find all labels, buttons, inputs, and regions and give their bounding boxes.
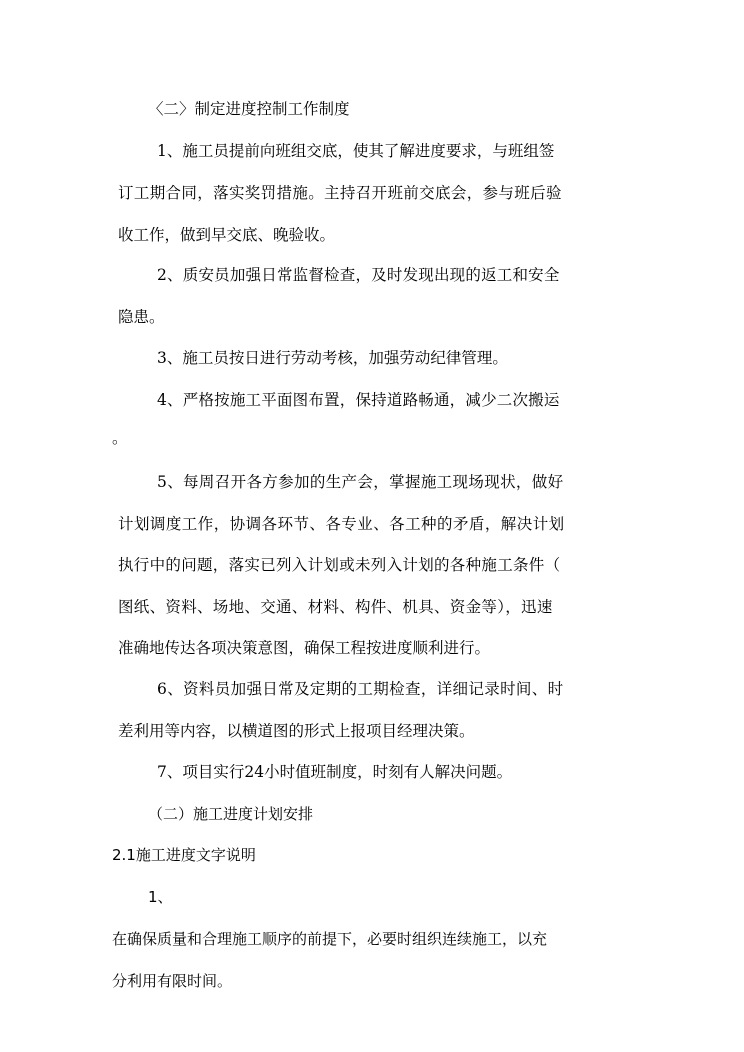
paragraph-4-line-1: 4、严格按施工平面图布置，保持道路畅通，减少二次搬运 <box>157 391 560 409</box>
section-heading-control-system: 〈二〉制定进度控制工作制度 <box>148 100 350 118</box>
paragraph-4-line-2: 。 <box>112 429 128 447</box>
paragraph-2-line-1: 2、质安员加强日常监督检查，及时发现出现的返工和安全 <box>157 266 560 284</box>
section-heading-schedule-plan: （二）施工进度计划安排 <box>148 805 314 823</box>
paragraph-1-line-3: 收工作，做到早交底、晚验收。 <box>118 226 336 244</box>
sub-item-1-line-2: 分利用有限时间。 <box>112 972 233 990</box>
paragraph-5-line-4: 图纸、资料、场地、交通、材料、构件、机具、资金等），迅速 <box>118 598 553 616</box>
paragraph-5-line-5: 准确地传达各项决策意图，确保工程按进度顺利进行。 <box>118 639 491 657</box>
sub-item-1-number: 1、 <box>148 888 173 906</box>
paragraph-5-line-3: 执行中的问题，落实已列入计划或未列入计划的各种施工条件（ <box>118 556 561 574</box>
paragraph-3-line-1: 3、施工员按日进行劳动考核，加强劳动纪律管理。 <box>157 349 508 367</box>
paragraph-1-line-1 <box>157 141 597 161</box>
paragraph-2-line-2: 隐患。 <box>118 308 165 326</box>
subsection-heading-schedule-description: 2.1施工进度文字说明 <box>112 846 256 864</box>
paragraph-7-line-1: 7、项目实行24小时值班制度，时刻有人解决问题。 <box>157 763 513 781</box>
paragraph-1-text: 1、施工员提前向班组交底，使其了解进度要求，与班组签 <box>157 142 555 160</box>
paragraph-5-line-2: 计划调度工作，协调各环节、各专业、各工种的矛盾，解决计划 <box>118 515 565 533</box>
paragraph-6-line-1: 6、资料员加强日常及定期的工期检查，详细记录时间、时 <box>157 680 564 698</box>
paragraph-5-line-1: 5、每周召开各方参加的生产会，掌握施工现场现状，做好 <box>157 473 564 491</box>
paragraph-6-line-2: 差利用等内容，以横道图的形式上报项目经理决策。 <box>118 722 475 740</box>
sub-item-1-line-1: 在确保质量和合理施工顺序的前提下，必要时组织连续施工，以充 <box>112 930 548 948</box>
paragraph-1-line-2: 订工期合同，落实奖罚措施。主持召开班前交底会，参与班后验 <box>118 184 562 202</box>
